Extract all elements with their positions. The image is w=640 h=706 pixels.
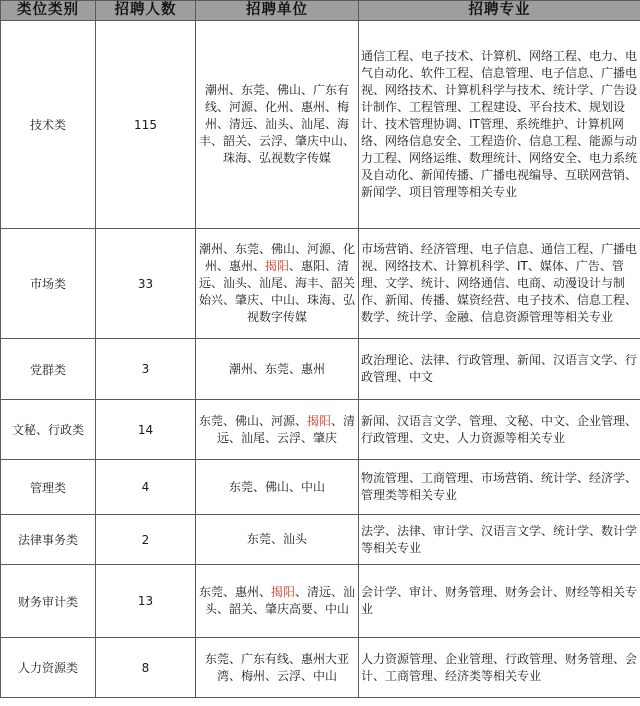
majors-cell: 通信工程、电子技术、计算机、网络工程、电力、电气自动化、软件工程、信息管理、电子信息、广播电视、网络技术、计算机科学与技术、统计学、广告设计制作、工程管理、工程建设、平台技术、规划设计、技术管理协调、IT管理、系统维护、计算机网络、网络信息安全、工程造价、信息工程、能源与动力工程、网络运维、数理统计、网络安全、电力系统及自动化、新闻传播、广播电视编导、互联网营销、新闻学、项目管理等相关专业	[359, 21, 640, 229]
table-row	[1, 515, 640, 565]
units-cell: 东莞、佛山、河源、揭阳、清远、汕尾、云浮、肇庆	[196, 400, 359, 460]
count-cell: 14	[96, 400, 196, 460]
count-cell: 2	[96, 515, 196, 565]
category-cell: 党群类	[1, 339, 96, 400]
highlight-unit: 揭阳	[306, 413, 331, 428]
majors-cell: 人力资源管理、企业管理、行政管理、财务管理、会计、工商管理、经济类等相关专业	[359, 638, 640, 698]
majors-cell: 政治理论、法律、行政管理、新闻、汉语言文学、行政管理、中文	[359, 339, 640, 400]
count-cell: 33	[96, 229, 196, 339]
units-cell: 潮州、东莞、佛山、广东有线、河源、化州、惠州、梅州、清远、汕头、汕尾、海丰、韶关、云浮、肇庆中山、珠海、弘视数字传媒	[196, 21, 359, 229]
count-cell: 115	[96, 21, 196, 229]
category-cell: 管理类	[1, 460, 96, 515]
table-row	[1, 229, 640, 339]
majors-cell: 会计学、审计、财务管理、财务会计、财经等相关专业	[359, 565, 640, 638]
units-cell: 潮州、东莞、佛山、河源、化州、惠州、揭阳、惠阳、清远、汕头、汕尾、海丰、韶关始兴、肇庆、中山、珠海、弘视数字传媒	[196, 229, 359, 339]
units-cell: 东莞、惠州、揭阳、清远、汕头、韶关、肇庆高要、中山	[196, 565, 359, 638]
majors-cell: 物流管理、工商管理、市场营销、统计学、经济学、管理类等相关专业	[359, 460, 640, 515]
table-row	[1, 21, 640, 229]
count-cell: 13	[96, 565, 196, 638]
header-category: 类位类别	[1, 1, 96, 21]
table-row	[1, 565, 640, 638]
majors-cell: 法学、法律、审计学、汉语言文学、统计学、数计学等相关专业	[359, 515, 640, 565]
category-cell: 市场类	[1, 229, 96, 339]
table-row	[1, 460, 640, 515]
table-row	[1, 400, 640, 460]
category-cell: 人力资源类	[1, 638, 96, 698]
count-cell: 3	[96, 339, 196, 400]
category-cell: 技术类	[1, 21, 96, 229]
category-cell: 法律事务类	[1, 515, 96, 565]
header-count: 招聘人数	[96, 1, 196, 21]
units-cell: 东莞、广东有线、惠州大亚湾、梅州、云浮、中山	[196, 638, 359, 698]
highlight-unit: 揭阳	[270, 585, 295, 599]
table-row	[1, 638, 640, 698]
highlight-unit: 揭阳	[264, 259, 289, 273]
units-cell: 东莞、汕头	[196, 515, 359, 565]
header-majors: 招聘专业	[359, 1, 640, 21]
header-row	[1, 1, 640, 21]
count-cell: 4	[96, 460, 196, 515]
majors-cell: 新闻、汉语言文学、管理、文秘、中文、企业管理、行政管理、文史、人力资源等相关专业	[359, 400, 640, 460]
category-cell: 财务审计类	[1, 565, 96, 638]
units-cell: 东莞、佛山、中山	[196, 460, 359, 515]
units-cell: 潮州、东莞、惠州	[196, 339, 359, 400]
count-cell: 8	[96, 638, 196, 698]
category-cell: 文秘、行政类	[1, 400, 96, 460]
table-row	[1, 339, 640, 400]
majors-cell: 市场营销、经济管理、电子信息、通信工程、广播电视、网络技术、计算机科学、IT、媒体、广告、管理、文学、统计、网络通信、电商、动漫设计与制作、新闻、传播、媒资经营、电子技术、信息工程、数学、统计学、金融、信息资源管理等相关专业	[359, 229, 640, 339]
header-units: 招聘单位	[196, 1, 359, 21]
